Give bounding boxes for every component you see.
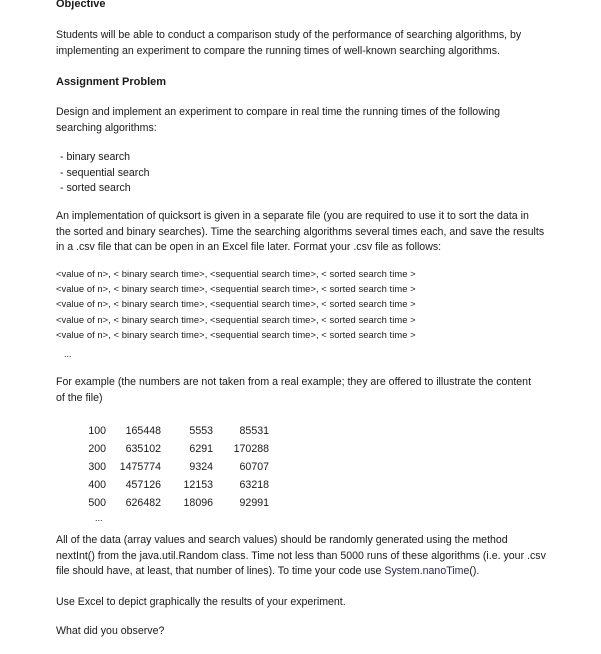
table-cell: 457126 (125, 479, 161, 492)
random-data-paragraph (56, 533, 586, 580)
list-item: - sorted search (60, 182, 131, 194)
table-row (84, 477, 269, 495)
assignment-intro (56, 105, 586, 136)
table-cell: 85531 (239, 425, 269, 438)
random-line-text: file should have, at least, that number of lines). To time your code use (56, 565, 385, 577)
table-cell: 1475774 (119, 461, 161, 474)
format-line: <value of n>, < binary search time>, <sequential search time>, < sorted search time > (56, 268, 416, 279)
table-cell: 18096 (183, 497, 213, 510)
table-ellipsis: ... (95, 513, 103, 523)
random-line: All of the data (array values and search values) should be randomly generated using the method (56, 534, 508, 546)
assignment-heading: Assignment Problem (56, 76, 167, 88)
table-row (84, 459, 269, 477)
csv-format-block (56, 266, 416, 342)
impl-line: An implementation of quicksort is given in a separate file (you are required to use it to sort the data in (56, 210, 529, 222)
impl-line: the sorted and binary searches). Time the searching algorithms several times each, and save the results (56, 225, 545, 238)
table-cell: 635102 (125, 443, 161, 456)
table-cell: 9324 (189, 461, 213, 474)
nanotime-code: System.nanoTime (384, 565, 470, 577)
table-cell: 12153 (183, 479, 213, 492)
table-row (84, 423, 269, 441)
table-row (84, 441, 269, 459)
random-line (56, 564, 586, 580)
objective-line: Students will be able to conduct a comparison study of the performance of searching algorithms, by (56, 29, 522, 41)
excel-instruction: Use Excel to depict graphically the results of your experiment. (56, 596, 346, 608)
observation-question: What did you observe? (56, 625, 165, 637)
objective-paragraph (56, 28, 586, 59)
intro-line: searching algorithms: (56, 121, 157, 134)
format-line: <value of n>, < binary search time>, <sequential search time>, < sorted search time > (56, 298, 416, 310)
example-line: For example (the numbers are not taken from a real example; they are offered to illustrate the content (56, 376, 532, 388)
intro-line: Design and implement an experiment to compare in real time the running times of the following (56, 106, 500, 118)
table-cell: 200 (88, 443, 106, 456)
implementation-paragraph (56, 209, 586, 256)
table-row (84, 495, 269, 513)
table-cell: 300 (88, 461, 106, 474)
table-cell: 60707 (239, 461, 269, 474)
table-cell: 500 (88, 497, 106, 510)
table-cell: 63218 (239, 479, 269, 492)
format-ellipsis: ... (64, 349, 72, 359)
format-line: <value of n>, < binary search time>, <sequential search time>, < sorted search time > (56, 328, 416, 340)
table-cell: 100 (88, 425, 106, 438)
table-cell: 626482 (125, 497, 161, 510)
algorithm-list (60, 150, 150, 197)
table-cell: 5553 (189, 425, 213, 438)
random-line: nextInt() from the java.util.Random class. Time not less than 5000 runs of these algorithms (i.e. your .csv (56, 549, 546, 562)
example-data-table (84, 423, 269, 513)
table-cell: 92991 (239, 497, 269, 510)
table-cell: 170288 (233, 443, 269, 456)
random-line-suffix: (). (469, 565, 480, 577)
format-line: <value of n>, < binary search time>, <sequential search time>, < sorted search time > (56, 313, 416, 325)
table-cell: 6291 (189, 443, 213, 456)
list-item: - binary search (60, 151, 131, 163)
impl-line: in a .csv file that can be open in an Excel file later. Format your .csv file as follows: (56, 241, 442, 253)
table-cell: 165448 (125, 425, 161, 438)
table-cell: 400 (88, 479, 106, 492)
format-line: <value of n>, < binary search time>, <sequential search time>, < sorted search time > (56, 283, 416, 295)
example-paragraph (56, 375, 586, 406)
objective-line: implementing an experiment to compare the running times of well-known searching algorithms. (56, 44, 500, 57)
example-line: of the file) (56, 391, 103, 404)
list-item: - sequential search (60, 166, 150, 179)
objective-heading: Objective (56, 0, 106, 10)
